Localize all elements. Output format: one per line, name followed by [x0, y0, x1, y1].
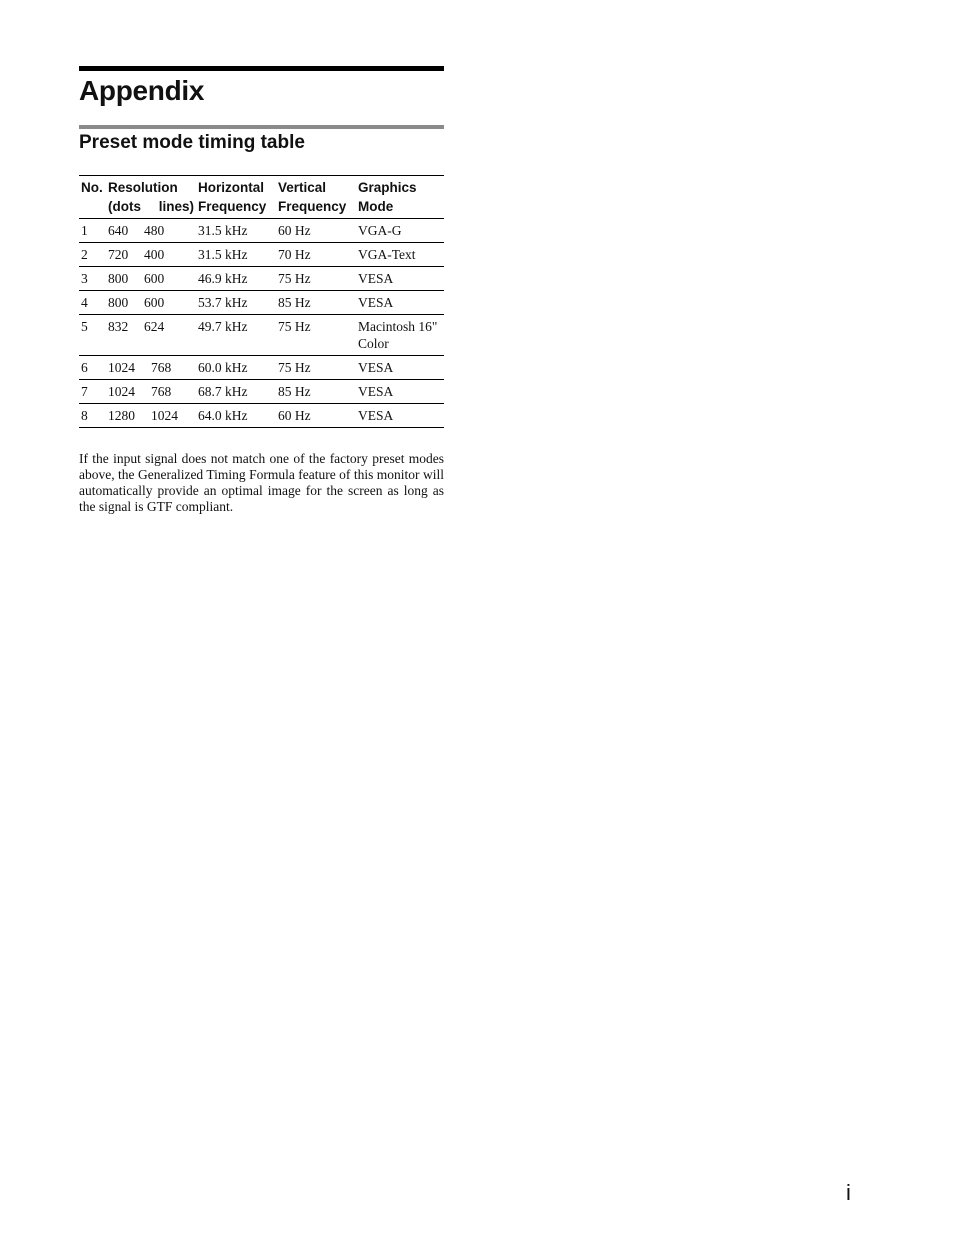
cell-v-freq: 70 Hz: [276, 243, 356, 267]
cell-mode-line2: Color: [358, 336, 389, 351]
cell-no: 8: [81, 408, 88, 423]
cell-h-freq: 60.0 kHz: [196, 356, 276, 380]
cell-dots: 800: [108, 295, 129, 310]
cell-resolution: [106, 267, 196, 291]
cell-dots: 800: [108, 271, 129, 286]
header-resolution-dots: (dots: [108, 199, 141, 214]
header-vertical-line2: Frequency: [278, 199, 347, 214]
cell-h-freq: 68.7 kHz: [196, 380, 276, 404]
header-graphics-mode: [356, 176, 444, 219]
cell-mode: VGA-G: [356, 219, 444, 243]
cell-dots: 640: [108, 223, 129, 238]
cell-lines: 600: [144, 271, 165, 286]
cell-resolution: [106, 315, 196, 356]
table-row: [79, 219, 444, 243]
cell-resolution: [106, 291, 196, 315]
cell-v-freq: 85 Hz: [276, 380, 356, 404]
page-title: Appendix: [79, 75, 205, 106]
header-no: No.: [79, 176, 106, 219]
header-horizontal: [196, 176, 276, 219]
cell-resolution: [106, 404, 196, 428]
gtf-note: If the input signal does not match one of the factory preset modes above, the Generalized Timing Formula feature of this monitor will automatically provide an optimal image for the screen as long as the signal is GTF compliant.: [79, 451, 444, 514]
cell-v-freq: 85 Hz: [276, 291, 356, 315]
header-graphics-line2: Mode: [358, 199, 394, 214]
cell-mode: VESA: [358, 408, 394, 423]
cell-v-freq: 60 Hz: [276, 219, 356, 243]
header-horizontal-line2: Frequency: [198, 199, 267, 214]
cell-h-freq: 64.0 kHz: [198, 408, 248, 423]
cell-mode: [356, 315, 444, 356]
cell-h-freq: 31.5 kHz: [196, 243, 276, 267]
header-resolution: [106, 176, 196, 219]
header-vertical-line1: Vertical: [278, 180, 327, 195]
cell-mode: VESA: [356, 291, 444, 315]
cell-lines: 400: [144, 247, 165, 262]
cell-mode: VESA: [356, 356, 444, 380]
cell-dots: 832: [108, 319, 129, 334]
cell-lines: 600: [144, 295, 165, 310]
header-resolution-label: Resolution: [108, 180, 178, 195]
cell-h-freq: 49.7 kHz: [196, 315, 276, 356]
cell-mode: VESA: [356, 380, 444, 404]
header-resolution-lines: lines): [158, 199, 194, 214]
cell-no: 3: [79, 267, 106, 291]
cell-no: 7: [79, 380, 106, 404]
table-row: [79, 291, 444, 315]
cell-lines: 768: [151, 360, 172, 375]
cell-lines: 768: [151, 384, 172, 399]
cell-dots: 720: [108, 247, 129, 262]
cell-resolution: [106, 243, 196, 267]
table-row: [79, 380, 444, 404]
cell-mode: VGA-Text: [356, 243, 444, 267]
cell-lines: 1024: [151, 408, 178, 423]
cell-no: 1: [79, 219, 106, 243]
preset-timing-table: [79, 175, 444, 428]
page-number: i: [846, 1180, 851, 1205]
header-horizontal-line1: Horizontal: [198, 180, 264, 195]
cell-no: 2: [79, 243, 106, 267]
cell-h-freq: 31.5 kHz: [196, 219, 276, 243]
section-title: Preset mode timing table: [79, 132, 305, 153]
cell-dots: 1280: [108, 408, 135, 423]
cell-no: 4: [79, 291, 106, 315]
cell-resolution: [106, 219, 196, 243]
table-row: [79, 243, 444, 267]
cell-v-freq: 75 Hz: [276, 315, 356, 356]
cell-no: 6: [79, 356, 106, 380]
cell-mode-line1: Macintosh 16": [358, 319, 438, 334]
cell-h-freq: 46.9 kHz: [196, 267, 276, 291]
cell-lines: 480: [144, 223, 165, 238]
table-row: [79, 315, 444, 356]
cell-resolution: [106, 356, 196, 380]
cell-dots: 1024: [108, 360, 135, 375]
cell-mode: VESA: [356, 267, 444, 291]
page-content: [79, 66, 444, 529]
table-row: [79, 267, 444, 291]
cell-resolution: [106, 380, 196, 404]
cell-v-freq: 60 Hz: [278, 408, 311, 423]
table-header-row: [79, 176, 444, 219]
header-vertical: [276, 176, 356, 219]
cell-lines: 624: [144, 319, 165, 334]
header-resolution-units: [108, 197, 194, 216]
cell-no: 5: [79, 315, 106, 356]
table-row: [79, 356, 444, 380]
cell-v-freq: 75 Hz: [276, 356, 356, 380]
cell-h-freq: 53.7 kHz: [196, 291, 276, 315]
cell-dots: 1024: [108, 384, 135, 399]
cell-v-freq: 75 Hz: [276, 267, 356, 291]
table-row: [79, 404, 444, 428]
section-rule: [79, 125, 444, 129]
header-graphics-line1: Graphics: [358, 180, 417, 195]
title-rule: [79, 66, 444, 71]
